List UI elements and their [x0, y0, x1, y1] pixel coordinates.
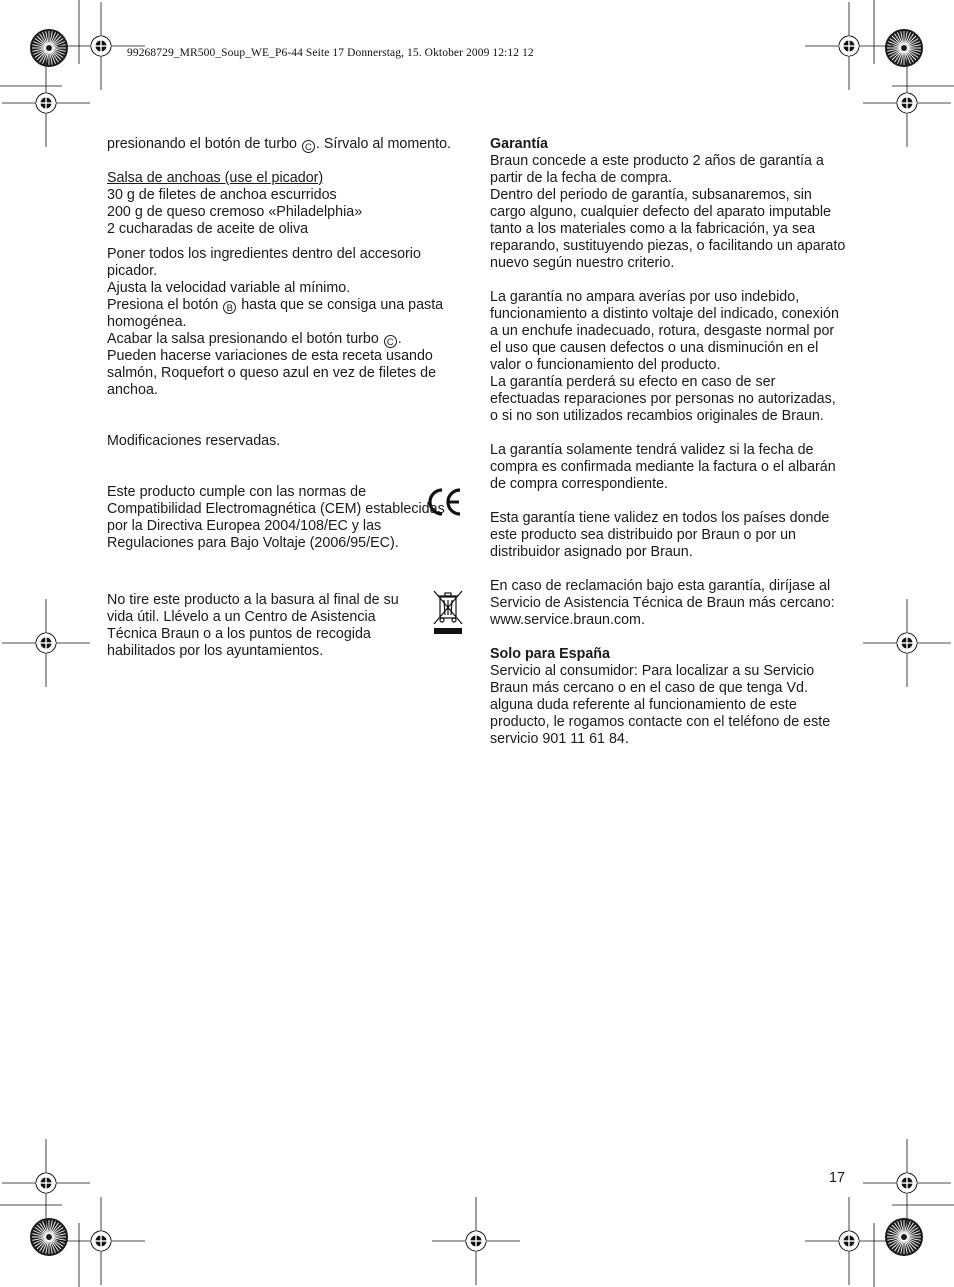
ce-mark-icon	[425, 484, 463, 520]
left-column	[107, 136, 467, 660]
ingredient-2: 200 g de queso cremoso «Philadelphia»	[107, 204, 363, 220]
right-column	[490, 136, 846, 748]
recipe-title: Salsa de anchoas (use el picador)	[107, 170, 324, 186]
button-c-symbol: C	[384, 335, 397, 348]
warranty-paragraph-3: La garantía no ampara averías por uso indebido, funcionamiento a distinto voltaje del indicado, conexión a un enchufe inadecuado, rotura, desgaste normal por el uso que causen defectos o una disminución en el valor o funcionamiento del producto.	[490, 289, 839, 373]
button-b-symbol: B	[223, 301, 236, 314]
step-4: Acabar la salsa presionando el botón turbo C .	[107, 331, 402, 348]
slug-line: 99268729_MR500_Soup_WE_P6-44 Seite 17 Donnerstag, 15. Oktober 2009 12:12 12	[127, 47, 534, 59]
step-3: Presiona el botón B hasta que se consiga una pasta homogénea.	[107, 297, 444, 330]
button-c-symbol: C	[302, 140, 315, 153]
warranty-paragraph-4: La garantía perderá su efecto en caso de ser efectuadas reparaciones por personas no autorizadas, o si no son utilizados recambios originales de Braun.	[490, 374, 836, 424]
spain-heading: Solo para España	[490, 646, 610, 662]
crossed-out-bin-icon	[431, 588, 465, 636]
warranty-paragraph-6: Esta garantía tiene validez en todos los países donde este producto sea distribuido por Braun o por un distribuidor asignado por Braun.	[490, 510, 830, 560]
ingredient-3: 2 cucharadas de aceite de oliva	[107, 221, 309, 237]
warranty-paragraph-1: Braun concede a este producto 2 años de garantía a partir de la fecha de compra.	[490, 153, 824, 186]
ingredient-1: 30 g de filetes de anchoa escurridos	[107, 187, 337, 203]
step-1: Poner todos los ingredientes dentro del accesorio picador.	[107, 246, 421, 279]
recipe-intro: presionando el botón de turbo C . Sírvalo al momento.	[107, 136, 452, 153]
ce-section	[107, 484, 467, 552]
variations: Pueden hacerse variaciones de esta receta usando salmón, Roquefort o queso azul en vez de filetes de anchoa.	[107, 348, 437, 398]
reserved-notice: Modificaciones reservadas.	[107, 433, 281, 449]
warranty-paragraph-2: Dentro del periodo de garantía, subsanaremos, sin cargo alguno, cualquier defecto del aparato imputable tanto a los materiales como a la fabricación, ya sea reparando, sustituyendo piezas, o facilitando un aparato nuevo según nuestro criterio.	[490, 187, 846, 271]
weee-text: No tire este producto a la basura al final de su vida útil. Llévelo a un Centro de Asistencia Técnica Braun o a los puntos de recogida habilitados por los ayuntamientos.	[107, 592, 399, 659]
spain-text: Servicio al consumidor: Para localizar a su Servicio Braun más cercano o en el caso de que tenga Vd. alguna duda referente al funcionamiento de este producto, le rogamos contacte con el teléfono de este servicio 901 11 61 84.	[490, 663, 831, 747]
warranty-paragraph-7: En caso de reclamación bajo esta garantía, diríjase al Servicio de Asistencia Técnica de Braun más cercano: www.service.braun.com.	[490, 578, 835, 628]
step-2: Ajusta la velocidad variable al mínimo.	[107, 280, 351, 296]
page-number: 17	[829, 1170, 845, 1186]
weee-section	[107, 592, 467, 660]
warranty-paragraph-5: La garantía solamente tendrá validez si la fecha de compra es confirmada mediante la factura o el albarán de compra correspondiente.	[490, 442, 836, 492]
warranty-heading: Garantía	[490, 136, 549, 152]
ce-text: Este producto cumple con las normas de Compatibilidad Electromagnética (CEM) establecidas por la Directiva Europea 2004/108/EC y las Regulaciones para Bajo Voltaje (2006/95/EC).	[107, 484, 445, 551]
